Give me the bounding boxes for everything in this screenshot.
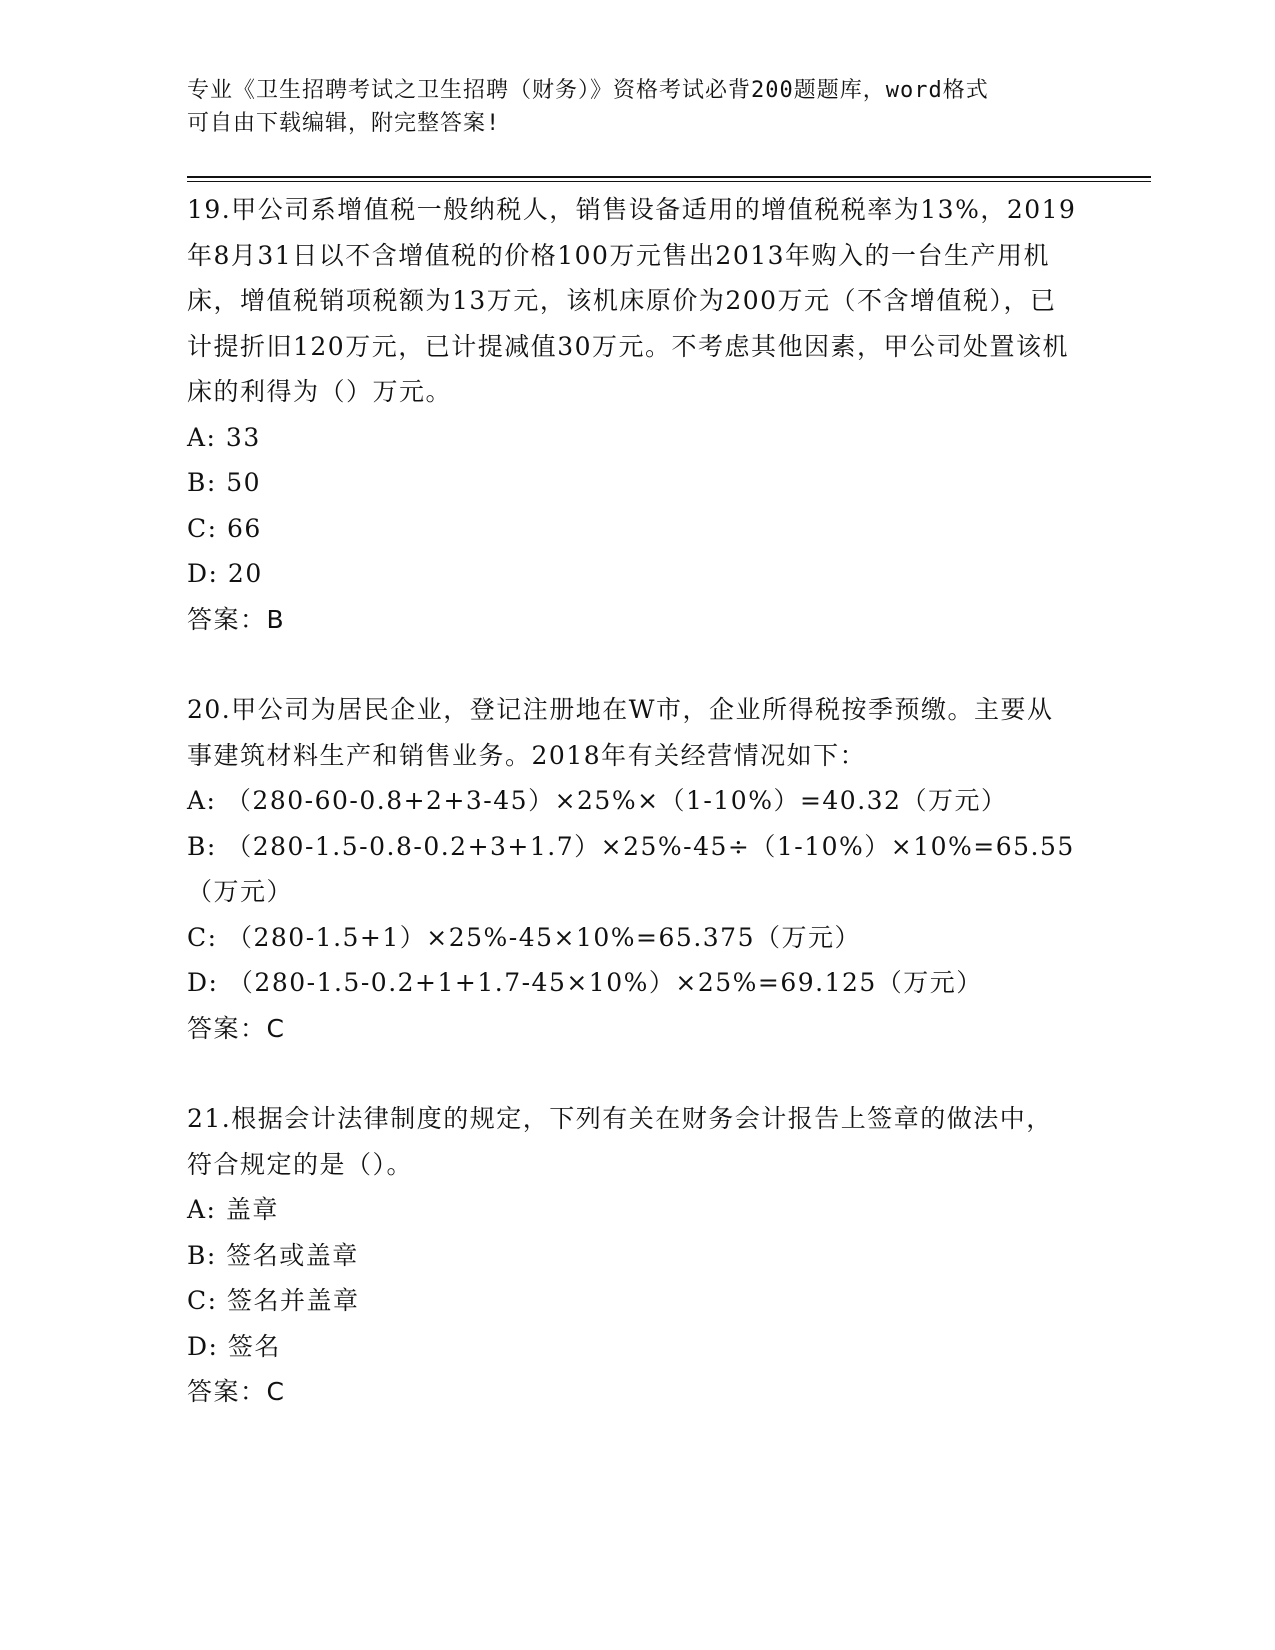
option-c: C: 66 [187,513,262,543]
question-stem: 19.甲公司系增值税一般纳税人，销售设备适用的增值税税率为13%，2019年8月31日以不含增值税的价格100万元售出2013年购入的一台生产用机床，增值税销项税额为13万元，该机床原价为200万元（不含增值税），已计提折旧120万元，已计提减值30万元。不考虑其他因素，甲公司处置该机床的利得为（）万元。 [187,195,1077,406]
question-stem: 20.甲公司为居民企业，登记注册地在W市，企业所得税按季预缴。主要从事建筑材料生产和销售业务。2018年有关经营情况如下： [187,695,1054,770]
header-line-1: 专业《卫生招聘考试之卫生招聘（财务）》资格考试必背200题题库，word格式 [187,78,989,103]
option-b: B: 50 [187,468,262,497]
option-a: A: （280-60-0.8+2+3-45）×25%×（1-10%）=40.32（万元） [187,786,1008,815]
option-b: B: （280-1.5-0.8-0.2+3+1.7）×25%-45÷（1-10%）×10%=65.55（万元） [187,831,1075,906]
document-header [187,74,1067,140]
option-c: C: （280-1.5+1）×25%-45×10%=65.375（万元） [187,922,861,952]
question-stem: 21.根据会计法律制度的规定，下列有关在财务会计报告上签章的做法中，符合规定的是（）。 [187,1104,1053,1179]
option-d: D: 20 [187,559,263,588]
question-21 [187,1096,1077,1415]
option-b: B: 签名或盖章 [187,1240,359,1270]
option-d: D: （280-1.5-0.2+1+1.7-45×10%）×25%=69.125（万元） [187,968,983,997]
header-rule-thin [187,181,1151,182]
option-a: A: 盖章 [187,1195,279,1224]
header-rule-thick [187,176,1151,178]
question-20 [187,687,1077,1051]
option-c: C: 签名并盖章 [187,1286,360,1315]
question-list [187,187,1077,1460]
answer: 答案：C [187,1013,286,1043]
answer: 答案：C [187,1377,286,1406]
question-19 [187,187,1077,642]
option-a: A: 33 [187,422,261,452]
option-d: D: 签名 [187,1331,281,1361]
answer: 答案：B [187,604,286,634]
header-line-2: 可自由下载编辑，附完整答案! [187,111,501,136]
